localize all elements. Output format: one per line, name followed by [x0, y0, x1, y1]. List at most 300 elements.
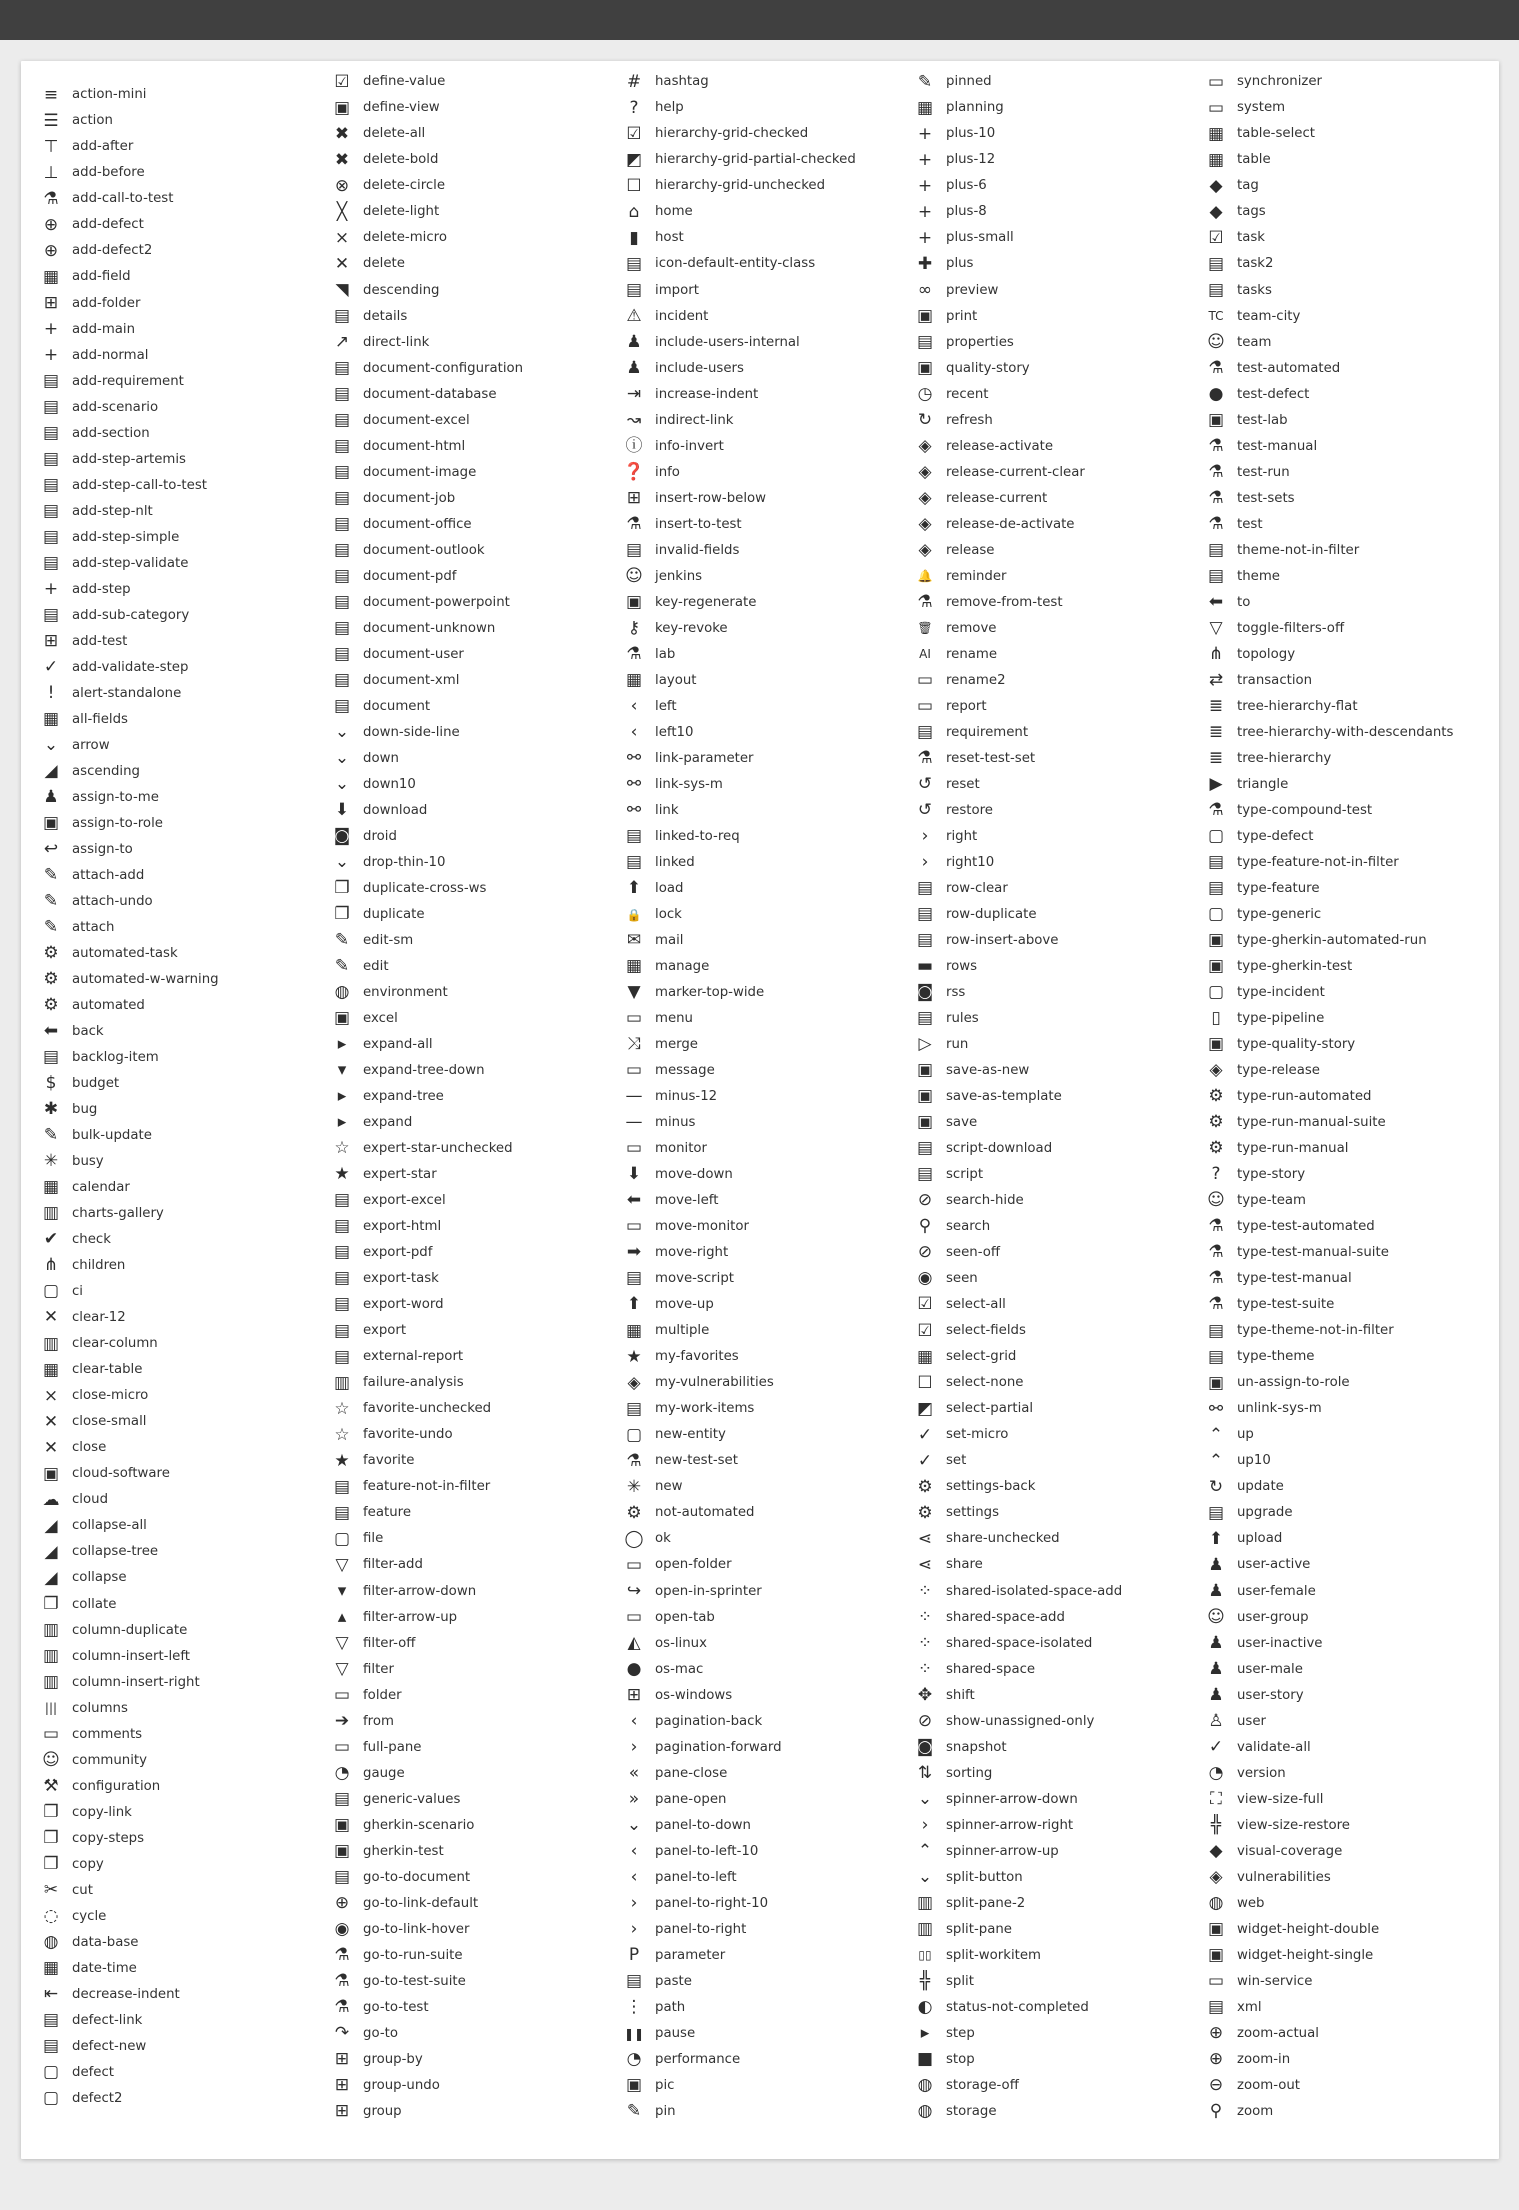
upgrade-icon: ▤: [1207, 1502, 1225, 1523]
icon-label: download: [363, 802, 428, 818]
icon-label: children: [72, 1258, 126, 1274]
add-normal-icon: +: [43, 344, 59, 365]
win-service-icon: ▭: [1207, 1971, 1225, 1991]
icon-label: os-linux: [655, 1635, 707, 1651]
icon-label: delete-all: [363, 126, 426, 142]
icon-label: community: [72, 1752, 147, 1768]
icon-entry-feature: [331, 1500, 611, 1526]
icon-entry-plus-10: [914, 121, 1194, 147]
icon-label: go-to-document: [363, 1869, 471, 1885]
icon-entry-add-folder: [40, 290, 320, 316]
icon-label: document-excel: [363, 412, 470, 428]
icon-label: comments: [72, 1726, 143, 1742]
icon-entry-split: [914, 1969, 1194, 1995]
icon-label: ok: [655, 1531, 671, 1547]
icon-label: defect-link: [72, 2012, 143, 2028]
icon-entry-plus-small: [914, 225, 1194, 251]
type-run-manual-icon: ⚙: [1208, 1138, 1224, 1159]
icon-label: key-regenerate: [655, 594, 757, 610]
icon-entry-layout: [623, 668, 903, 694]
icon-entry-upgrade: [1205, 1500, 1485, 1526]
icon-entry-delete-circle: [331, 173, 611, 199]
icon-entry-import: [623, 277, 903, 303]
icon-entry-info: [623, 459, 903, 485]
icon-entry-rename: [914, 641, 1194, 667]
performance-icon: ◔: [626, 2049, 642, 2069]
transaction-icon: ⇄: [1208, 670, 1224, 690]
icon-label: run: [946, 1037, 969, 1053]
icon-entry-external-report: [331, 1344, 611, 1370]
shared-space-isolated-icon: ⁘: [917, 1632, 933, 1653]
xml-icon: ▤: [1207, 1997, 1225, 2017]
rules-icon: ▤: [916, 1008, 934, 1029]
icon-label: add-folder: [72, 295, 141, 311]
icon-entry-go-to-test: [331, 1995, 611, 2021]
icon-entry-pane-open: [623, 1786, 903, 1812]
icon-label: synchronizer: [1237, 74, 1323, 90]
icon-label: release-current-clear: [946, 464, 1085, 480]
new-entity-icon: ▢: [625, 1424, 643, 1445]
type-theme-icon: ▤: [1207, 1346, 1225, 1367]
icon-label: hierarchy-grid-unchecked: [655, 178, 826, 194]
icon-entry-budget: [40, 1071, 320, 1097]
gherkin-scenario-icon: ▣: [333, 1814, 351, 1835]
user-female-icon: ♟: [1208, 1580, 1224, 1601]
icon-label: manage: [655, 959, 710, 975]
icon-entry-export-pdf: [331, 1240, 611, 1266]
icon-label: document-database: [363, 386, 497, 402]
icon-entry-new-test-set: [623, 1448, 903, 1474]
icon-label: select-fields: [946, 1323, 1026, 1339]
icon-entry-panel-to-right: [623, 1916, 903, 1942]
full-pane-icon: ▭: [333, 1736, 351, 1757]
icon-entry-test-run: [1205, 459, 1485, 485]
icon-entry-lock: [623, 902, 903, 928]
icon-entry-ci: [40, 1279, 320, 1305]
defect2-icon: ▢: [42, 2088, 60, 2108]
type-gherkin-test-icon: ▣: [1207, 956, 1225, 977]
recent-icon: ◷: [917, 383, 933, 404]
automated-icon: ⚙: [43, 995, 59, 1016]
os-windows-icon: ⊞: [626, 1684, 642, 1705]
icon-label: document-html: [363, 438, 466, 454]
icon-label: storage-off: [946, 2077, 1019, 2093]
icon-label: go-to-run-suite: [363, 1947, 463, 1963]
icon-label: spinner-arrow-down: [946, 1791, 1078, 1807]
icon-entry-tag: [1205, 173, 1485, 199]
icon-label: pic: [655, 2077, 675, 2093]
clear-12-icon: ✕: [43, 1307, 59, 1328]
icon-label: tree-hierarchy-flat: [1237, 698, 1358, 714]
icon-entry-add-call-to-test: [40, 186, 320, 212]
icon-label: minus: [655, 1115, 696, 1131]
filter-add-icon: ▽: [335, 1554, 349, 1575]
icon-label: theme: [1237, 568, 1280, 584]
icon-label: open-tab: [655, 1609, 715, 1625]
alert-standalone-icon: !: [47, 683, 55, 703]
icon-entry-select-none: [914, 1370, 1194, 1396]
icon-label: document-user: [363, 646, 464, 662]
assign-to-me-icon: ♟: [43, 787, 59, 807]
icon-label: panel-to-down: [655, 1817, 751, 1833]
icon-label: print: [946, 308, 978, 324]
arrow-icon: ⌄: [43, 735, 59, 755]
icon-entry-properties: [914, 329, 1194, 355]
icon-label: monitor: [655, 1141, 708, 1157]
icon-label: external-report: [363, 1349, 464, 1365]
export-icon: ▤: [333, 1320, 351, 1341]
pinned-icon: ✎: [917, 71, 933, 92]
icon-entry-droid: [331, 824, 611, 850]
icon-label: os-mac: [655, 1661, 704, 1677]
run-icon: ▷: [918, 1034, 932, 1055]
view-size-restore-icon: ╬: [1210, 1814, 1222, 1835]
type-feature-not-in-filter-icon: ▤: [1207, 852, 1225, 873]
icon-label: ascending: [72, 763, 140, 779]
icon-entry-favorite-undo: [331, 1422, 611, 1448]
release-de-activate-icon: ◈: [918, 513, 932, 534]
icon-label: linked: [655, 854, 695, 870]
columns-icon: |||: [44, 1701, 58, 1716]
icon-label: storage: [946, 2103, 997, 2119]
row-duplicate-icon: ▤: [916, 904, 934, 925]
icon-label: add-field: [72, 269, 131, 285]
icon-label: test-sets: [1237, 490, 1295, 506]
test-icon: ⚗: [1208, 513, 1224, 534]
icon-entry-add-scenario: [40, 394, 320, 420]
icon-entry-assign-to-me: [40, 785, 320, 811]
linked-icon: ▤: [625, 852, 643, 873]
icon-label: share-unchecked: [946, 1531, 1060, 1547]
icon-label: delete-bold: [363, 152, 439, 168]
icon-label: jenkins: [655, 568, 703, 584]
icon-entry-performance: [623, 2047, 903, 2073]
reset-icon: ↺: [917, 774, 933, 794]
backlog-item-icon: ▤: [42, 1047, 60, 1068]
icon-entry-move-left: [623, 1188, 903, 1214]
icon-label: user: [1237, 1713, 1267, 1729]
icon-entry-document-pdf: [331, 563, 611, 589]
icon-entry-collapse-tree: [40, 1539, 320, 1565]
favorite-icon: ★: [334, 1450, 350, 1471]
icon-entry-document-outlook: [331, 537, 611, 563]
preview-icon: ∞: [917, 279, 933, 300]
icon-label: upgrade: [1237, 1505, 1293, 1521]
invalid-fields-icon: ▤: [625, 539, 643, 560]
icon-entry-expert-star: [331, 1162, 611, 1188]
icon-entry-type-feature: [1205, 876, 1485, 902]
icon-entry-attach: [40, 915, 320, 941]
icon-label: ci: [72, 1284, 84, 1300]
share-unchecked-icon: ⋖: [917, 1528, 933, 1549]
document-outlook-icon: ▤: [333, 539, 351, 560]
icon-entry-add-defect2: [40, 238, 320, 264]
export-html-icon: ▤: [333, 1216, 351, 1237]
icon-entry-filter-add: [331, 1552, 611, 1578]
icon-label: add-before: [72, 165, 145, 181]
icon-entry-generic-values: [331, 1786, 611, 1812]
icon-label: zoom: [1237, 2103, 1274, 2119]
icon-label: favorite: [363, 1453, 415, 1469]
icon-label: cycle: [72, 1908, 107, 1924]
icon-entry-link-parameter: [623, 746, 903, 772]
icon-entry-include-users-internal: [623, 329, 903, 355]
icon-label: type-release: [1237, 1063, 1320, 1079]
excel-icon: ▣: [333, 1008, 351, 1029]
icon-entry-descending: [331, 277, 611, 303]
icon-label: increase-indent: [655, 386, 759, 402]
add-step-artemis-icon: ▤: [42, 448, 60, 469]
icon-entry-move-script: [623, 1266, 903, 1292]
assign-to-role-icon: ▣: [42, 813, 60, 834]
icon-label: reminder: [946, 568, 1007, 584]
icon-label: zoom-out: [1237, 2077, 1301, 2093]
icon-label: filter-arrow-down: [363, 1583, 477, 1599]
action-mini-icon: ≡: [43, 84, 59, 105]
icon-label: task2: [1237, 256, 1274, 272]
icon-label: split-pane: [946, 1921, 1012, 1937]
icon-label: script-download: [946, 1141, 1053, 1157]
stop-icon: ■: [916, 2049, 934, 2069]
icon-entry-pic: [623, 2073, 903, 2099]
action-icon: ☰: [43, 110, 59, 131]
icon-label: full-pane: [363, 1739, 422, 1755]
droid-icon: ◙: [333, 826, 351, 847]
icon-label: pinned: [946, 74, 992, 90]
icon-entry-edit-sm: [331, 928, 611, 954]
open-in-sprinter-icon: ↪: [626, 1580, 642, 1601]
feature-not-in-filter-icon: ▤: [333, 1476, 351, 1497]
icon-label: data-base: [72, 1934, 139, 1950]
icon-label: select-grid: [946, 1349, 1017, 1365]
duplicate-cross-ws-icon: ❐: [334, 878, 350, 899]
icon-label: down: [363, 750, 399, 766]
icon-entry-move-down: [623, 1162, 903, 1188]
icon-entry-type-run-manual: [1205, 1136, 1485, 1162]
type-test-suite-icon: ⚗: [1208, 1294, 1224, 1315]
icon-entry-view-size-full: [1205, 1786, 1485, 1812]
icon-label: excel: [363, 1011, 398, 1027]
icon-entry-filter-off: [331, 1630, 611, 1656]
icon-label: go-to-test-suite: [363, 1973, 466, 1989]
delete-light-icon: ╳: [336, 201, 348, 222]
icon-label: move-right: [655, 1245, 729, 1261]
icon-label: down-side-line: [363, 724, 460, 740]
row-clear-icon: ▤: [916, 878, 934, 899]
icon-entry-user: [1205, 1708, 1485, 1734]
system-icon: ▭: [1207, 97, 1225, 118]
icon-label: date-time: [72, 1960, 137, 1976]
icon-label: favorite-undo: [363, 1427, 453, 1443]
unlink-sys-m-icon: ⚯: [1208, 1398, 1224, 1419]
children-icon: ⋔: [43, 1255, 59, 1276]
icon-entry-backlog-item: [40, 1045, 320, 1071]
icon-label: edit-sm: [363, 933, 414, 949]
user-inactive-icon: ♟: [1208, 1632, 1224, 1653]
icon-entry-clear-table: [40, 1357, 320, 1383]
icon-entry-share: [914, 1552, 1194, 1578]
icon-label: save-as-template: [946, 1089, 1062, 1105]
print-icon: ▣: [916, 305, 934, 326]
icon-label: panel-to-right: [655, 1921, 747, 1937]
date-time-icon: ▦: [42, 1957, 60, 1978]
quality-story-icon: ▣: [916, 357, 934, 378]
icon-label: move-down: [655, 1167, 733, 1183]
theme-icon: ▤: [1207, 565, 1225, 586]
icon-entry-environment: [331, 980, 611, 1006]
icon-label: merge: [655, 1037, 698, 1053]
icon-label: attach: [72, 919, 115, 935]
icon-entry-restore: [914, 798, 1194, 824]
icon-entry-os-mac: [623, 1656, 903, 1682]
icon-entry-type-pipeline: [1205, 1006, 1485, 1032]
icon-label: document-configuration: [363, 360, 524, 376]
planning-icon: ▦: [916, 97, 934, 118]
document-html-icon: ▤: [333, 435, 351, 456]
icon-entry-seen-off: [914, 1240, 1194, 1266]
icon-label: view-size-full: [1237, 1791, 1324, 1807]
icon-label: edit: [363, 959, 389, 975]
icon-entry-win-service: [1205, 1969, 1485, 1995]
icon-label: type-team: [1237, 1193, 1306, 1209]
icon-entry-visual-coverage: [1205, 1838, 1485, 1864]
icon-label: info: [655, 464, 680, 480]
icon-entry-my-favorites: [623, 1344, 903, 1370]
icon-entry-panel-to-down: [623, 1812, 903, 1838]
release-current-icon: ◈: [918, 487, 932, 508]
icon-entry-set: [914, 1448, 1194, 1474]
icon-label: rows: [946, 959, 978, 975]
icon-label: spinner-arrow-right: [946, 1817, 1074, 1833]
up-icon: ⌃: [1208, 1424, 1224, 1445]
icon-entry-export: [331, 1318, 611, 1344]
icon-entry-add-before: [40, 160, 320, 186]
pane-close-icon: «: [628, 1762, 640, 1783]
icon-entry-web: [1205, 1890, 1485, 1916]
icon-entry-task: [1205, 225, 1485, 251]
icon-label: toggle-filters-off: [1237, 620, 1345, 636]
icon-label: performance: [655, 2051, 741, 2067]
search-hide-icon: ⊘: [917, 1190, 933, 1211]
pagination-forward-icon: ›: [630, 1736, 638, 1757]
icon-label: test-run: [1237, 464, 1290, 480]
file-icon: ▢: [333, 1528, 351, 1549]
icon-entry-settings-back: [914, 1474, 1194, 1500]
icon-entry-go-to: [331, 2021, 611, 2047]
icon-entry-load: [623, 876, 903, 902]
column-duplicate-icon: ▥: [42, 1619, 60, 1640]
icon-entry-open-folder: [623, 1552, 903, 1578]
icon-label: right: [946, 828, 978, 844]
icon-entry-select-fields: [914, 1318, 1194, 1344]
icon-entry-set-micro: [914, 1422, 1194, 1448]
document-image-icon: ▤: [333, 461, 351, 482]
add-scenario-icon: ▤: [42, 396, 60, 417]
icon-entry-export-task: [331, 1266, 611, 1292]
icon-label: version: [1237, 1765, 1286, 1781]
icon-entry-pin: [623, 2099, 903, 2125]
icon-entry-type-release: [1205, 1058, 1485, 1084]
jenkins-icon: ☺: [625, 565, 643, 586]
icon-label: user-female: [1237, 1583, 1316, 1599]
icon-label: environment: [363, 985, 448, 1001]
icon-label: cut: [72, 1882, 93, 1898]
failure-analysis-icon: ▥: [333, 1372, 351, 1393]
icon-label: indirect-link: [655, 412, 734, 428]
icon-entry-export-excel: [331, 1188, 611, 1214]
icon-label: test-manual: [1237, 438, 1318, 454]
icon-entry-add-step-validate: [40, 550, 320, 576]
icon-entry-attach-undo: [40, 889, 320, 915]
icon-entry-bug: [40, 1097, 320, 1123]
document-database-icon: ▤: [333, 383, 351, 404]
icon-entry-plus-8: [914, 199, 1194, 225]
icon-entry-hierarchy-grid-partial-checked: [623, 147, 903, 173]
icon-entry-settings: [914, 1500, 1194, 1526]
insert-row-below-icon: ⊞: [626, 487, 642, 508]
data-base-icon: ◍: [43, 1931, 59, 1952]
icon-entry-snapshot: [914, 1734, 1194, 1760]
icon-label: go-to-test: [363, 1999, 429, 2015]
icon-entry-script-download: [914, 1136, 1194, 1162]
type-theme-not-in-filter-icon: ▤: [1207, 1320, 1225, 1341]
document-user-icon: ▤: [333, 643, 351, 664]
icon-entry-sorting: [914, 1760, 1194, 1786]
icon-label: tree-hierarchy: [1237, 750, 1332, 766]
test-defect-icon: ●: [1208, 383, 1224, 404]
icon-label: snapshot: [946, 1739, 1007, 1755]
icon-label: pagination-back: [655, 1713, 763, 1729]
icon-label: zoom-actual: [1237, 2025, 1319, 2041]
icon-label: folder: [363, 1687, 402, 1703]
icon-entry-document-unknown: [331, 615, 611, 641]
panel-to-left-10-icon: ‹: [630, 1840, 638, 1861]
icon-label: report: [946, 698, 987, 714]
user-group-icon: ☺: [1207, 1606, 1225, 1627]
icon-label: rename2: [946, 672, 1006, 688]
icon-entry-pagination-forward: [623, 1734, 903, 1760]
down10-icon: ⌄: [334, 774, 350, 794]
go-to-test-icon: ⚗: [334, 1997, 350, 2017]
icon-label: os-windows: [655, 1687, 733, 1703]
document-configuration-icon: ▤: [333, 357, 351, 378]
icon-label: type-quality-story: [1237, 1037, 1356, 1053]
icon-label: link-parameter: [655, 750, 754, 766]
icon-entry-test-manual: [1205, 433, 1485, 459]
icon-entry-copy-steps: [40, 1825, 320, 1851]
icon-label: type-test-manual: [1237, 1271, 1352, 1287]
icon-label: restore: [946, 802, 993, 818]
icon-label: team: [1237, 334, 1272, 350]
expert-star-unchecked-icon: ☆: [334, 1138, 350, 1159]
icon-entry-home: [623, 199, 903, 225]
icon-label: split: [946, 1973, 974, 1989]
icon-entry-remove: [914, 615, 1194, 641]
icon-entry-toggle-filters-off: [1205, 615, 1485, 641]
favorite-unchecked-icon: ☆: [334, 1398, 350, 1419]
type-run-manual-suite-icon: ⚙: [1208, 1112, 1224, 1133]
icon-label: open-folder: [655, 1557, 732, 1573]
icon-entry-export-word: [331, 1292, 611, 1318]
icon-entry-add-validate-step: [40, 654, 320, 680]
ci-icon: ▢: [42, 1281, 60, 1302]
move-down-icon: ⬇: [626, 1164, 642, 1185]
icon-label: widget-height-double: [1237, 1921, 1380, 1937]
icon-entry-add-step-simple: [40, 524, 320, 550]
icon-entry-export-html: [331, 1214, 611, 1240]
restore-icon: ↺: [917, 800, 933, 821]
icon-entry-save: [914, 1110, 1194, 1136]
